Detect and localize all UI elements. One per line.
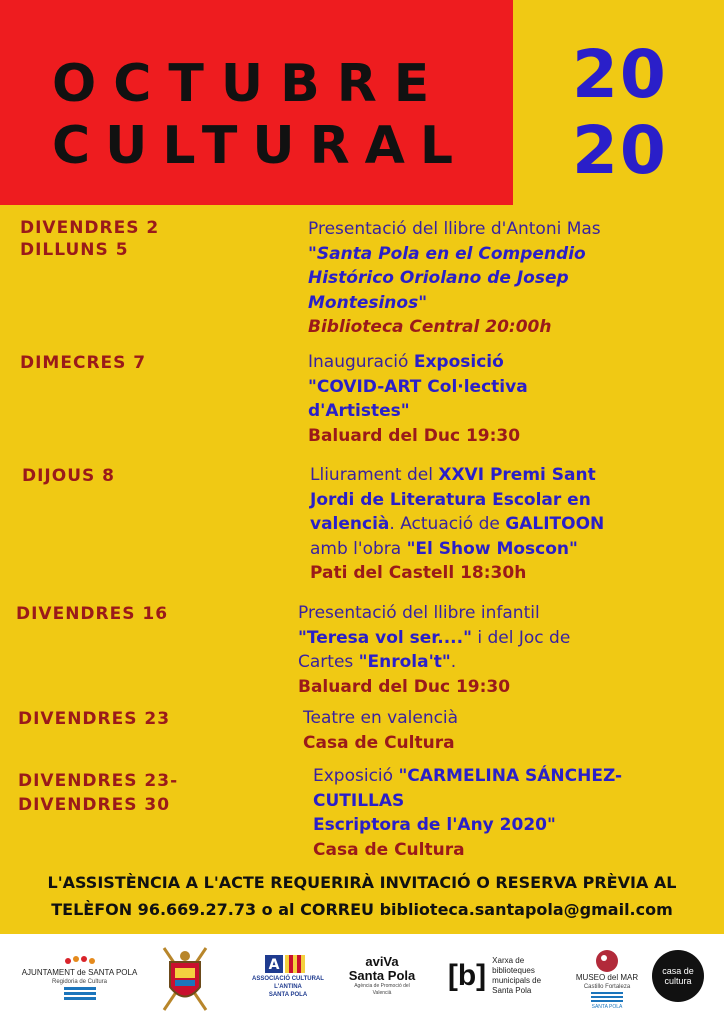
year-line-1: 20	[572, 36, 668, 113]
description-line	[308, 399, 528, 424]
aviva-sub: Agència de Promoció del Valencià	[354, 983, 410, 996]
notice-line-2: TELÈFON 96.669.27.73 o al CORREU biblioteca.santapola@gmail.com	[51, 900, 673, 919]
event-day: DILLUNS 5	[20, 240, 129, 260]
description-line	[310, 488, 604, 513]
xarxa-mark: [b]	[447, 959, 487, 992]
museo-name: MUSEO del MAR	[575, 973, 639, 982]
coat-of-arms-icon	[160, 942, 210, 1016]
description-text: Lliurament del	[310, 465, 439, 485]
museo-del-mar-logo	[574, 940, 640, 1020]
aviva-name: aviVa Santa Pola	[348, 954, 416, 983]
event-6-days	[18, 770, 178, 816]
description-line	[308, 315, 601, 340]
antina-emblem-icon	[263, 953, 313, 975]
event-6-description	[313, 764, 622, 862]
description-text: "El Show Moscon"	[406, 538, 578, 559]
description-text: amb l'obra	[310, 538, 407, 559]
description-line	[313, 789, 622, 814]
antina-name: ASSOCIACIÓ CULTURAL L'ANTINA	[252, 976, 324, 990]
description-text: Inauguració	[308, 352, 414, 372]
event-5-description	[303, 706, 458, 755]
description-text: "Santa Pola en el Compendio	[308, 243, 586, 264]
event-4-description	[298, 601, 570, 699]
event-2-days	[20, 352, 146, 374]
description-line	[298, 650, 570, 675]
description-text: CUTILLAS	[313, 790, 405, 811]
description-text: Escriptora de l'Any 2020"	[313, 815, 556, 835]
description-line	[308, 424, 528, 449]
description-text: Casa de Cultura	[313, 839, 465, 860]
description-line	[313, 764, 622, 789]
description-line	[308, 350, 528, 375]
sponsor-footer	[0, 934, 724, 1024]
event-4-days	[16, 603, 168, 625]
event-2-description	[308, 350, 528, 448]
description-text: Pati del Castell 18:30h	[310, 563, 527, 583]
description-line	[313, 813, 622, 838]
year-line-2: 20	[572, 112, 668, 189]
antina-sub: SANTA POLA	[268, 992, 308, 998]
escut-logo	[158, 940, 212, 1018]
description-text: GALITOON	[505, 514, 605, 534]
description-line	[303, 706, 458, 731]
description-text: "Enrola't"	[358, 652, 451, 672]
description-line	[298, 626, 570, 651]
xarxa-biblioteques-logo	[442, 954, 560, 998]
event-day: DIVENDRES 2	[20, 218, 160, 238]
event-3-days	[22, 465, 115, 487]
event-1-description	[308, 217, 601, 340]
event-day: DIJOUS 8	[22, 466, 116, 486]
ajuntament-logo	[12, 946, 147, 1008]
description-text: Jordi de Literatura Escolar en	[310, 489, 591, 510]
description-text: i del Joc de	[471, 627, 571, 648]
description-line	[310, 537, 604, 562]
description-text: Baluard del Duc 19:30	[298, 676, 511, 697]
description-text: . Actuació de	[389, 514, 506, 534]
description-text: Montesinos"	[308, 292, 428, 313]
event-day: DIVENDRES 23	[18, 709, 171, 729]
museo-sub: Castillo Fortaleza	[583, 984, 631, 990]
description-text: Presentació del llibre infantil	[298, 603, 540, 623]
description-line	[298, 675, 570, 700]
event-day: DIVENDRES 30	[18, 795, 171, 815]
notice-line-1: L'ASSISTÈNCIA A L'ACTE REQUERIRÀ INVITACIÓ O RESERVA PRÈVIA AL	[47, 873, 677, 892]
description-text: d'Artistes"	[308, 401, 410, 421]
casa-de-cultura-logo	[650, 948, 706, 1004]
title-line-2: CULTURAL	[52, 116, 469, 176]
description-line	[313, 838, 622, 863]
description-text: Presentació del llibre d'Antoni Mas	[308, 219, 601, 239]
description-line	[298, 601, 570, 626]
museo-emblem-icon	[594, 949, 620, 973]
event-day: DIVENDRES 16	[16, 604, 169, 624]
description-line	[308, 266, 601, 291]
event-day: DIMECRES 7	[20, 353, 147, 373]
description-text: Exposició	[413, 352, 504, 372]
description-line	[303, 731, 458, 756]
ajuntament-sub: Regidoria de Cultura	[51, 979, 108, 985]
description-text: valencià	[310, 514, 390, 534]
description-text: Biblioteca Central 20:00h	[308, 317, 552, 337]
description-line	[308, 217, 601, 242]
description-text: "Teresa vol ser...."	[298, 627, 472, 648]
casa-name: casa de cultura	[652, 950, 704, 1002]
description-line	[310, 463, 604, 488]
description-line	[310, 561, 604, 586]
ajuntament-name: AJUNTAMENT de SANTA POLA	[21, 968, 138, 977]
ajuntament-emblem-icon	[55, 954, 105, 968]
event-1-days	[20, 217, 159, 261]
event-day: DIVENDRES 23-	[18, 771, 179, 791]
description-text: XXVI Premi Sant	[438, 465, 596, 485]
description-text: Cartes	[298, 652, 359, 672]
description-text: Teatre en valencià	[303, 708, 459, 728]
description-line	[310, 512, 604, 537]
waves-icon	[60, 986, 100, 1000]
description-text: Exposició	[313, 766, 399, 786]
description-line	[308, 242, 601, 267]
description-text: .	[450, 652, 457, 672]
description-text: Baluard del Duc 19:30	[308, 425, 521, 446]
description-line	[308, 375, 528, 400]
event-3-description	[310, 463, 604, 586]
description-text: "COVID-ART Col·lectiva	[308, 376, 528, 397]
antina-logo	[242, 952, 334, 1000]
event-5-days	[18, 708, 170, 730]
aviva-logo	[348, 950, 416, 1002]
waves-icon	[587, 991, 627, 1003]
title-line-1: OCTUBRE	[52, 54, 447, 114]
description-text: "CARMELINA SÁNCHEZ-	[398, 766, 623, 786]
xarxa-name: Xarxa de biblioteques municipals de Santa Pola	[492, 956, 542, 995]
museo-foot: SANTA POLA	[591, 1004, 623, 1010]
description-text: Histórico Oriolano de Josep	[308, 268, 569, 288]
description-text: Casa de Cultura	[303, 732, 455, 753]
description-line	[308, 291, 601, 316]
svg-text:A: A	[268, 957, 280, 973]
